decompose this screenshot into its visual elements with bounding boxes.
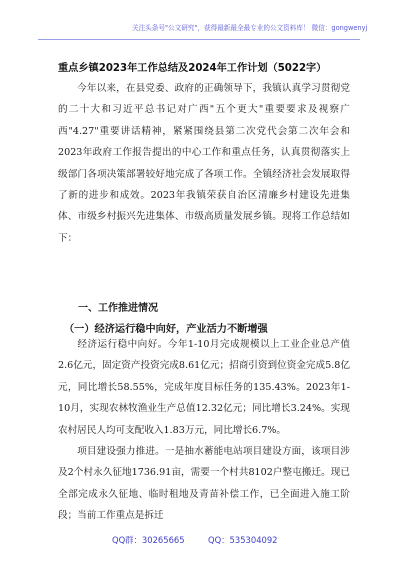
intro-text: 今年以来，在县党委、政府的正确领导下，我镇认真学习贯彻党的二十大和习近平总书记对广西"五个更大"重要要求及视察广西"4.27"重要讲话精神，紧紧围绕县第二次党代会第二次年会和2023年政府工作报告提出的中心工作和重点任务，认真贯彻落实上级部门各项决策部署较好地完成了各项工作。全镇经济社会发展取得了新的进步和成效。2023年我镇荣获自治区清廉乡村建设先进集体、市级乡村振兴先进集体、市级高质量发展乡镇。现将工作总结如下：	[58, 83, 350, 244]
document-title: 重点乡镇2023年工作总结及2024年工作计划（5022字）	[58, 63, 327, 74]
header-divider	[38, 39, 360, 40]
economy-text: 经济运行稳中向好。今年1-10月完成规模以上工业企业总产值2.6亿元，固定资产投资完成8.61亿元；招商引资到位资金完成5.8亿元，同比增长58.55%，完成年度目标任务的135.43%。2023年1-10月，实现农林牧渔业生产总值12.32亿元；同比增长3.24%。实现农村居民人均可支配收入1.83万元，同比增长6.7%。	[58, 339, 350, 436]
project-text: 项目建设强力推进。一是抽水蓄能电站项目建设方面，该项目涉及2个村永久征地1736.91亩，需要一个村共8102户整屯搬迁。现已全部完成永久征地、临时租地及青苗补偿工作，已全面进入施工阶段；当前工作重点是拆迁	[58, 446, 350, 522]
header-banner: 关注头条号"公文研究"，获得最新最全最专业的公文资料库！ 微信：gongwenyj	[132, 24, 368, 32]
section-heading: 一、工作推进情况	[78, 303, 158, 314]
project-paragraph	[58, 441, 350, 527]
footer-qq-group: QQ群：30265665	[112, 535, 185, 545]
economy-paragraph	[58, 334, 350, 441]
intro-paragraph	[58, 78, 350, 249]
subsection-heading: （一）经济运行稳中向好，产业活力不断增强	[64, 324, 268, 335]
footer-qq-contact: QQ：535304092	[208, 535, 278, 545]
